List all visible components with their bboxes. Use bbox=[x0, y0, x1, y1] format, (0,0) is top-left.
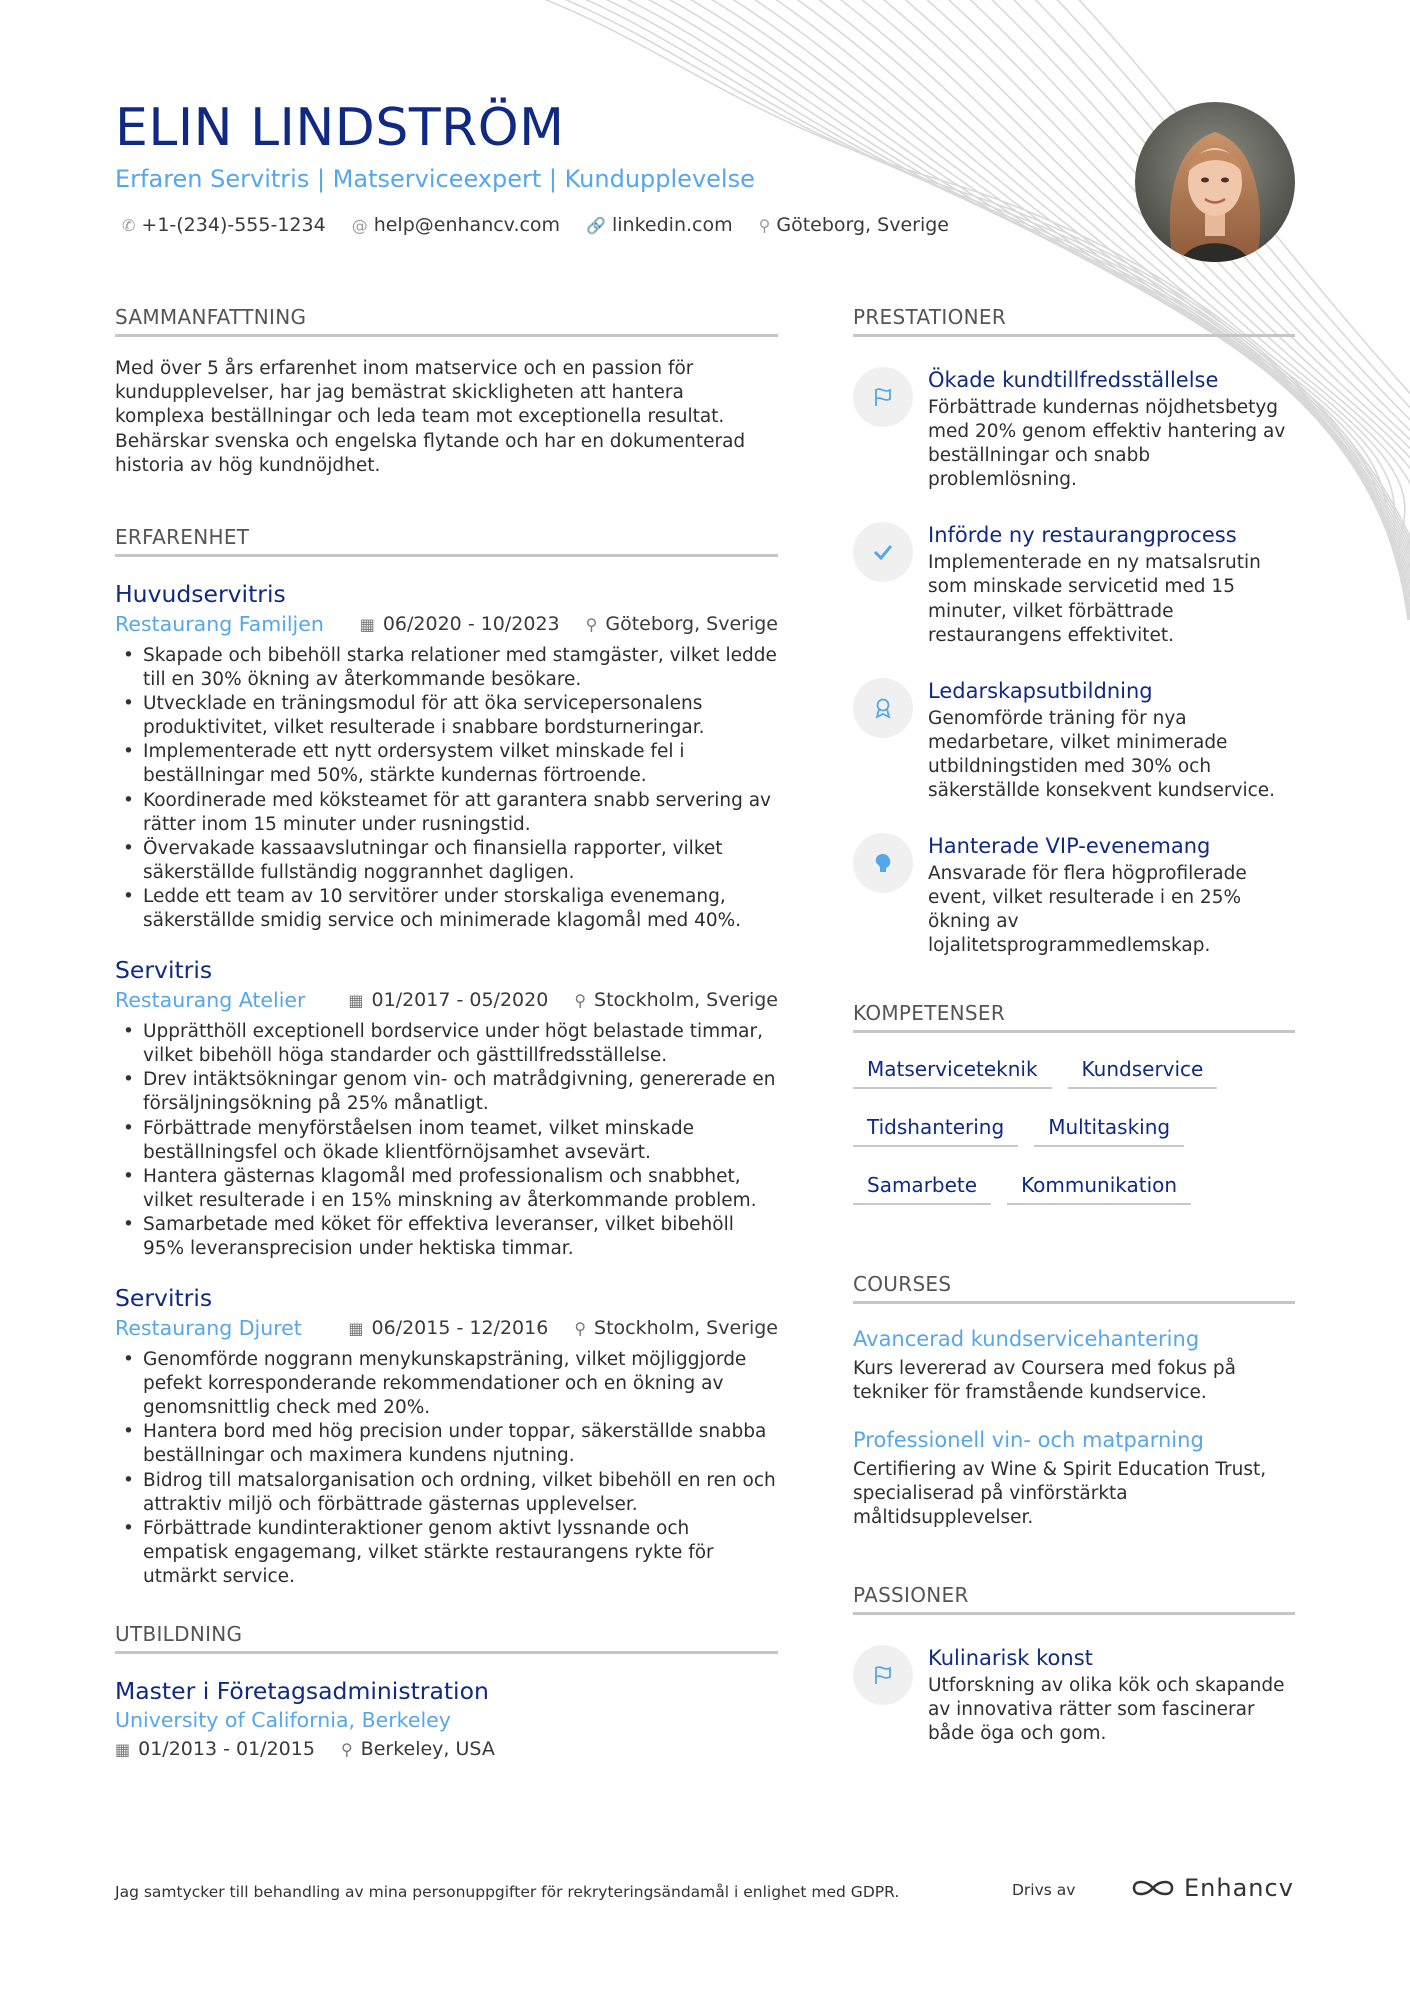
job-meta bbox=[115, 1316, 778, 1340]
passions-section bbox=[853, 1583, 1295, 1746]
education-degree: Master i Företagsadministration bbox=[115, 1677, 489, 1705]
job-title: Servitris bbox=[115, 956, 213, 985]
achievements-item bbox=[853, 833, 1295, 958]
job-meta bbox=[115, 612, 778, 636]
contact-linkedin[interactable] bbox=[586, 214, 733, 236]
calendar-icon: ▦ bbox=[348, 1318, 364, 1338]
passions-desc: Utforskning av olika kök och skapande av innovativa rätter som fascinerar både öga och gom. bbox=[928, 1675, 1285, 1745]
skill-tag: Multitasking bbox=[1034, 1115, 1184, 1147]
course-title: Professionell vin- och matparning bbox=[853, 1428, 1204, 1453]
job-location: Stockholm, Sverige bbox=[594, 989, 778, 1012]
flag-icon bbox=[853, 367, 913, 427]
job-entry bbox=[115, 955, 778, 1261]
skills-section bbox=[853, 1001, 1295, 1231]
achievements-title: Hanterade VIP-evenemang bbox=[928, 834, 1211, 859]
bullet-item: • Förbättrade menyförståelsen inom teamet, vilket minskade beställningsfel och ökade klientförnöjsamhet avsevärt. bbox=[115, 1117, 778, 1165]
passions-title: Kulinarisk konst bbox=[928, 1646, 1093, 1670]
bullet-item: • Koordinerade med köksteamet för att garantera snabb servering av rätter inom 15 minuter under rusningstid. bbox=[115, 789, 778, 837]
phone-icon: ✆ bbox=[122, 215, 136, 235]
at-icon: @ bbox=[351, 215, 368, 235]
skill-tag: Kundservice bbox=[1068, 1057, 1218, 1089]
achievements-text bbox=[928, 678, 1295, 803]
job-company: Restaurang Djuret bbox=[115, 1316, 302, 1341]
enhancv-logo[interactable] bbox=[1130, 1874, 1294, 1902]
job-bullets bbox=[115, 644, 778, 933]
job-list bbox=[115, 579, 778, 1589]
achievements-item bbox=[853, 522, 1295, 647]
achievements-item bbox=[853, 678, 1295, 803]
experience-section bbox=[115, 525, 778, 1589]
calendar-icon: ▦ bbox=[348, 990, 364, 1010]
bullet-item: • Skapade och bibehöll starka relationer med stamgäster, vilket ledde till en 30% ökning av återkommande besökare. bbox=[115, 644, 778, 692]
skills-heading: KOMPETENSER bbox=[853, 1001, 1295, 1033]
candidate-tagline: Erfaren Servitris | Matserviceexpert | Kundupplevelse bbox=[115, 165, 755, 193]
job-bullets bbox=[115, 1348, 778, 1589]
bullet-item: • Genomförde noggrann menykunskapsträning, vilket möjliggjorde pefekt korresponderande rekommendationer och en ökning av genomsnittlig check med 20%. bbox=[115, 1348, 778, 1420]
job-title: Servitris bbox=[115, 1284, 213, 1313]
skill-tag: Kommunikation bbox=[1007, 1173, 1191, 1205]
course-item bbox=[853, 1427, 1295, 1530]
courses-heading: COURSES bbox=[853, 1272, 1295, 1304]
infinity-logo-icon bbox=[1130, 1876, 1176, 1900]
email-text[interactable]: help@enhancv.com bbox=[373, 214, 561, 236]
bullet-item: • Förbättrade kundinteraktioner genom aktivt lyssnande och empatisk engagemang, vilket stärkte restaurangens rykte för utmärkt service. bbox=[115, 1517, 778, 1589]
achievements-text bbox=[928, 522, 1295, 647]
bullet-item: • Ledde ett team av 10 servitörer under storskaliga evenemang, säkerställde smidig service och minimerade klagomål med 40%. bbox=[115, 885, 778, 933]
contact-email[interactable] bbox=[352, 214, 560, 236]
bullet-item: • Drev intäktsökningar genom vin- och matrådgivning, genererade en försäljningsökning på 25% månatligt. bbox=[115, 1068, 778, 1116]
job-location: Göteborg, Sverige bbox=[605, 613, 778, 635]
education-dates: 01/2013 - 01/2015 bbox=[138, 1738, 315, 1760]
course-list bbox=[853, 1326, 1295, 1530]
bullet-item: • Samarbetade med köket för effektiva leveranser, vilket bibehöll 95% leveransprecision under hektiska timmar. bbox=[115, 1213, 778, 1261]
summary-text: Med över 5 års erfarenhet inom matservice och en passion för kundupplevelser, har jag bemästrat skickligheten att hantera komplexa beställningar och leda team mot exceptionella resultat. Behärskar svenska och engelska flytande och har en dokumenterad historia av hög kundnöjdhet. bbox=[115, 358, 746, 476]
achievements-section bbox=[853, 305, 1295, 959]
summary-section bbox=[115, 305, 778, 478]
education-meta bbox=[115, 1738, 778, 1760]
passions-heading: PASSIONER bbox=[853, 1583, 1295, 1615]
summary-heading: SAMMANFATTNING bbox=[115, 305, 778, 337]
achievements-desc: Ansvarade för flera högprofilerade event, vilket resulterade i en 25% ökning av lojalitetsprogrammedlemskap. bbox=[928, 863, 1247, 957]
bullet-item: • Bidrog till matsalorganisation och ordning, vilket bibehöll en ren och attraktiv miljö och förbättrade gästernas upplevelser. bbox=[115, 1469, 778, 1517]
achievements-desc: Implementerade en ny matsalsrutin som minskade servicetid med 15 minuter, vilket förbättrade restaurangens effektivitet. bbox=[928, 552, 1261, 646]
enhancv-logo-text: Enhancv bbox=[1184, 1874, 1294, 1902]
job-company: Restaurang Familjen bbox=[115, 612, 324, 636]
courses-section bbox=[853, 1272, 1295, 1530]
job-company: Restaurang Atelier bbox=[115, 988, 306, 1013]
achievements-desc: Förbättrade kundernas nöjdhetsbetyg med 20% genom effektiv hantering av beställningar och snabb problemlösning. bbox=[928, 397, 1286, 491]
bullet-item: • Hantera gästernas klagomål med professionalism och snabbhet, vilket resulterade i en 15% minskning av återkommande problem. bbox=[115, 1165, 778, 1213]
powered-by: Drivs av bbox=[1012, 1881, 1076, 1899]
bullet-item: • Utvecklade en träningsmodul för att öka servicepersonalens produktivitet, vilket resulterade i snabbare bordsturneringar. bbox=[115, 692, 778, 740]
skill-tag: Matserviceteknik bbox=[853, 1057, 1052, 1089]
passions-text bbox=[928, 1645, 1295, 1746]
achievements-heading: PRESTATIONER bbox=[853, 305, 1295, 337]
education-location: Berkeley, USA bbox=[360, 1738, 495, 1760]
experience-heading: ERFARENHET bbox=[115, 525, 778, 557]
profile-photo bbox=[1135, 102, 1295, 262]
contact-phone bbox=[122, 214, 326, 236]
location-pin-icon: ⚲ bbox=[574, 990, 587, 1010]
phone-text: +1-(234)-555-1234 bbox=[141, 214, 326, 236]
contact-bar bbox=[122, 214, 975, 236]
job-bullets bbox=[115, 1020, 778, 1261]
job-meta bbox=[115, 988, 778, 1012]
course-desc: Kurs levererad av Coursera med fokus på tekniker för framstående kundservice. bbox=[853, 1358, 1236, 1404]
education-heading: UTBILDNING bbox=[115, 1622, 778, 1654]
job-location: Stockholm, Sverige bbox=[594, 1317, 778, 1340]
passion-list bbox=[853, 1645, 1295, 1746]
job-title: Huvudservitris bbox=[115, 580, 286, 608]
calendar-icon: ▦ bbox=[359, 614, 375, 634]
flag-icon bbox=[853, 1645, 913, 1705]
achievements-title: Införde ny restaurangprocess bbox=[928, 523, 1237, 548]
gdpr-consent: Jag samtycker till behandling av mina personuppgifter för rekryteringsändamål i enlighet med GDPR. bbox=[115, 1883, 900, 1901]
idea-icon bbox=[853, 833, 913, 893]
achievement-list bbox=[853, 367, 1295, 959]
check-icon bbox=[853, 522, 913, 582]
bullet-item: • Implementerade ett nytt ordersystem vilket minskade fel i beställningar med 50%, stärkte kundernas förtroende. bbox=[115, 740, 778, 788]
bullet-item: • Upprätthöll exceptionell bordservice under högt belastade timmar, vilket bibehöll höga standarder och gästtillfredsställelse. bbox=[115, 1020, 778, 1068]
course-desc: Certifiering av Wine & Spirit Education Trust, specialiserad på vinförstärkta måltidsupplevelser. bbox=[853, 1459, 1267, 1529]
education-section bbox=[115, 1622, 778, 1760]
award-icon bbox=[853, 678, 913, 738]
skill-tag: Tidshantering bbox=[853, 1115, 1018, 1147]
bullet-item: • Övervakade kassaavslutningar och finansiella rapporter, vilket säkerställde fullständig noggrannhet dagligen. bbox=[115, 837, 778, 885]
location-pin-icon: ⚲ bbox=[340, 1739, 353, 1759]
calendar-icon: ▦ bbox=[115, 1739, 131, 1759]
linkedin-text[interactable]: linkedin.com bbox=[612, 214, 733, 236]
achievements-title: Ökade kundtillfredsställelse bbox=[928, 368, 1219, 392]
skill-tag: Samarbete bbox=[853, 1173, 991, 1205]
job-dates: 01/2017 - 05/2020 bbox=[371, 989, 549, 1012]
course-title: Avancerad kundservicehantering bbox=[853, 1327, 1200, 1351]
achievements-desc: Genomförde träning för nya medarbetare, vilket minimerade utbildningstiden med 30% och säkerställde konsekvent kundservice. bbox=[928, 707, 1276, 802]
job-dates: 06/2015 - 12/2016 bbox=[371, 1317, 549, 1340]
candidate-name: ELIN LINDSTRÖM bbox=[115, 98, 565, 158]
job-meta-right bbox=[348, 1317, 778, 1339]
achievements-text bbox=[928, 367, 1295, 492]
skills-list bbox=[853, 1057, 1295, 1231]
course-item bbox=[853, 1326, 1295, 1405]
job-entry bbox=[115, 1283, 778, 1589]
achievements-item bbox=[853, 367, 1295, 492]
location-text: Göteborg, Sverige bbox=[776, 214, 949, 236]
achievements-title: Ledarskapsutbildning bbox=[928, 678, 1153, 703]
job-meta-right bbox=[360, 613, 778, 635]
achievements-text bbox=[928, 833, 1295, 958]
location-pin-icon: ⚲ bbox=[574, 1318, 587, 1338]
location-pin-icon: ⚲ bbox=[585, 614, 598, 634]
job-entry bbox=[115, 579, 778, 933]
location-pin-icon: ⚲ bbox=[758, 215, 771, 235]
job-dates: 06/2020 - 10/2023 bbox=[382, 613, 560, 635]
contact-location bbox=[759, 214, 949, 236]
portrait-image bbox=[1135, 102, 1295, 262]
education-school: University of California, Berkeley bbox=[115, 1708, 451, 1732]
job-meta-right bbox=[348, 989, 778, 1011]
link-icon: 🔗 bbox=[586, 215, 606, 235]
passions-item bbox=[853, 1645, 1295, 1746]
bullet-item: • Hantera bord med hög precision under toppar, säkerställde snabba beställningar och maximera kundens njutning. bbox=[115, 1420, 778, 1468]
